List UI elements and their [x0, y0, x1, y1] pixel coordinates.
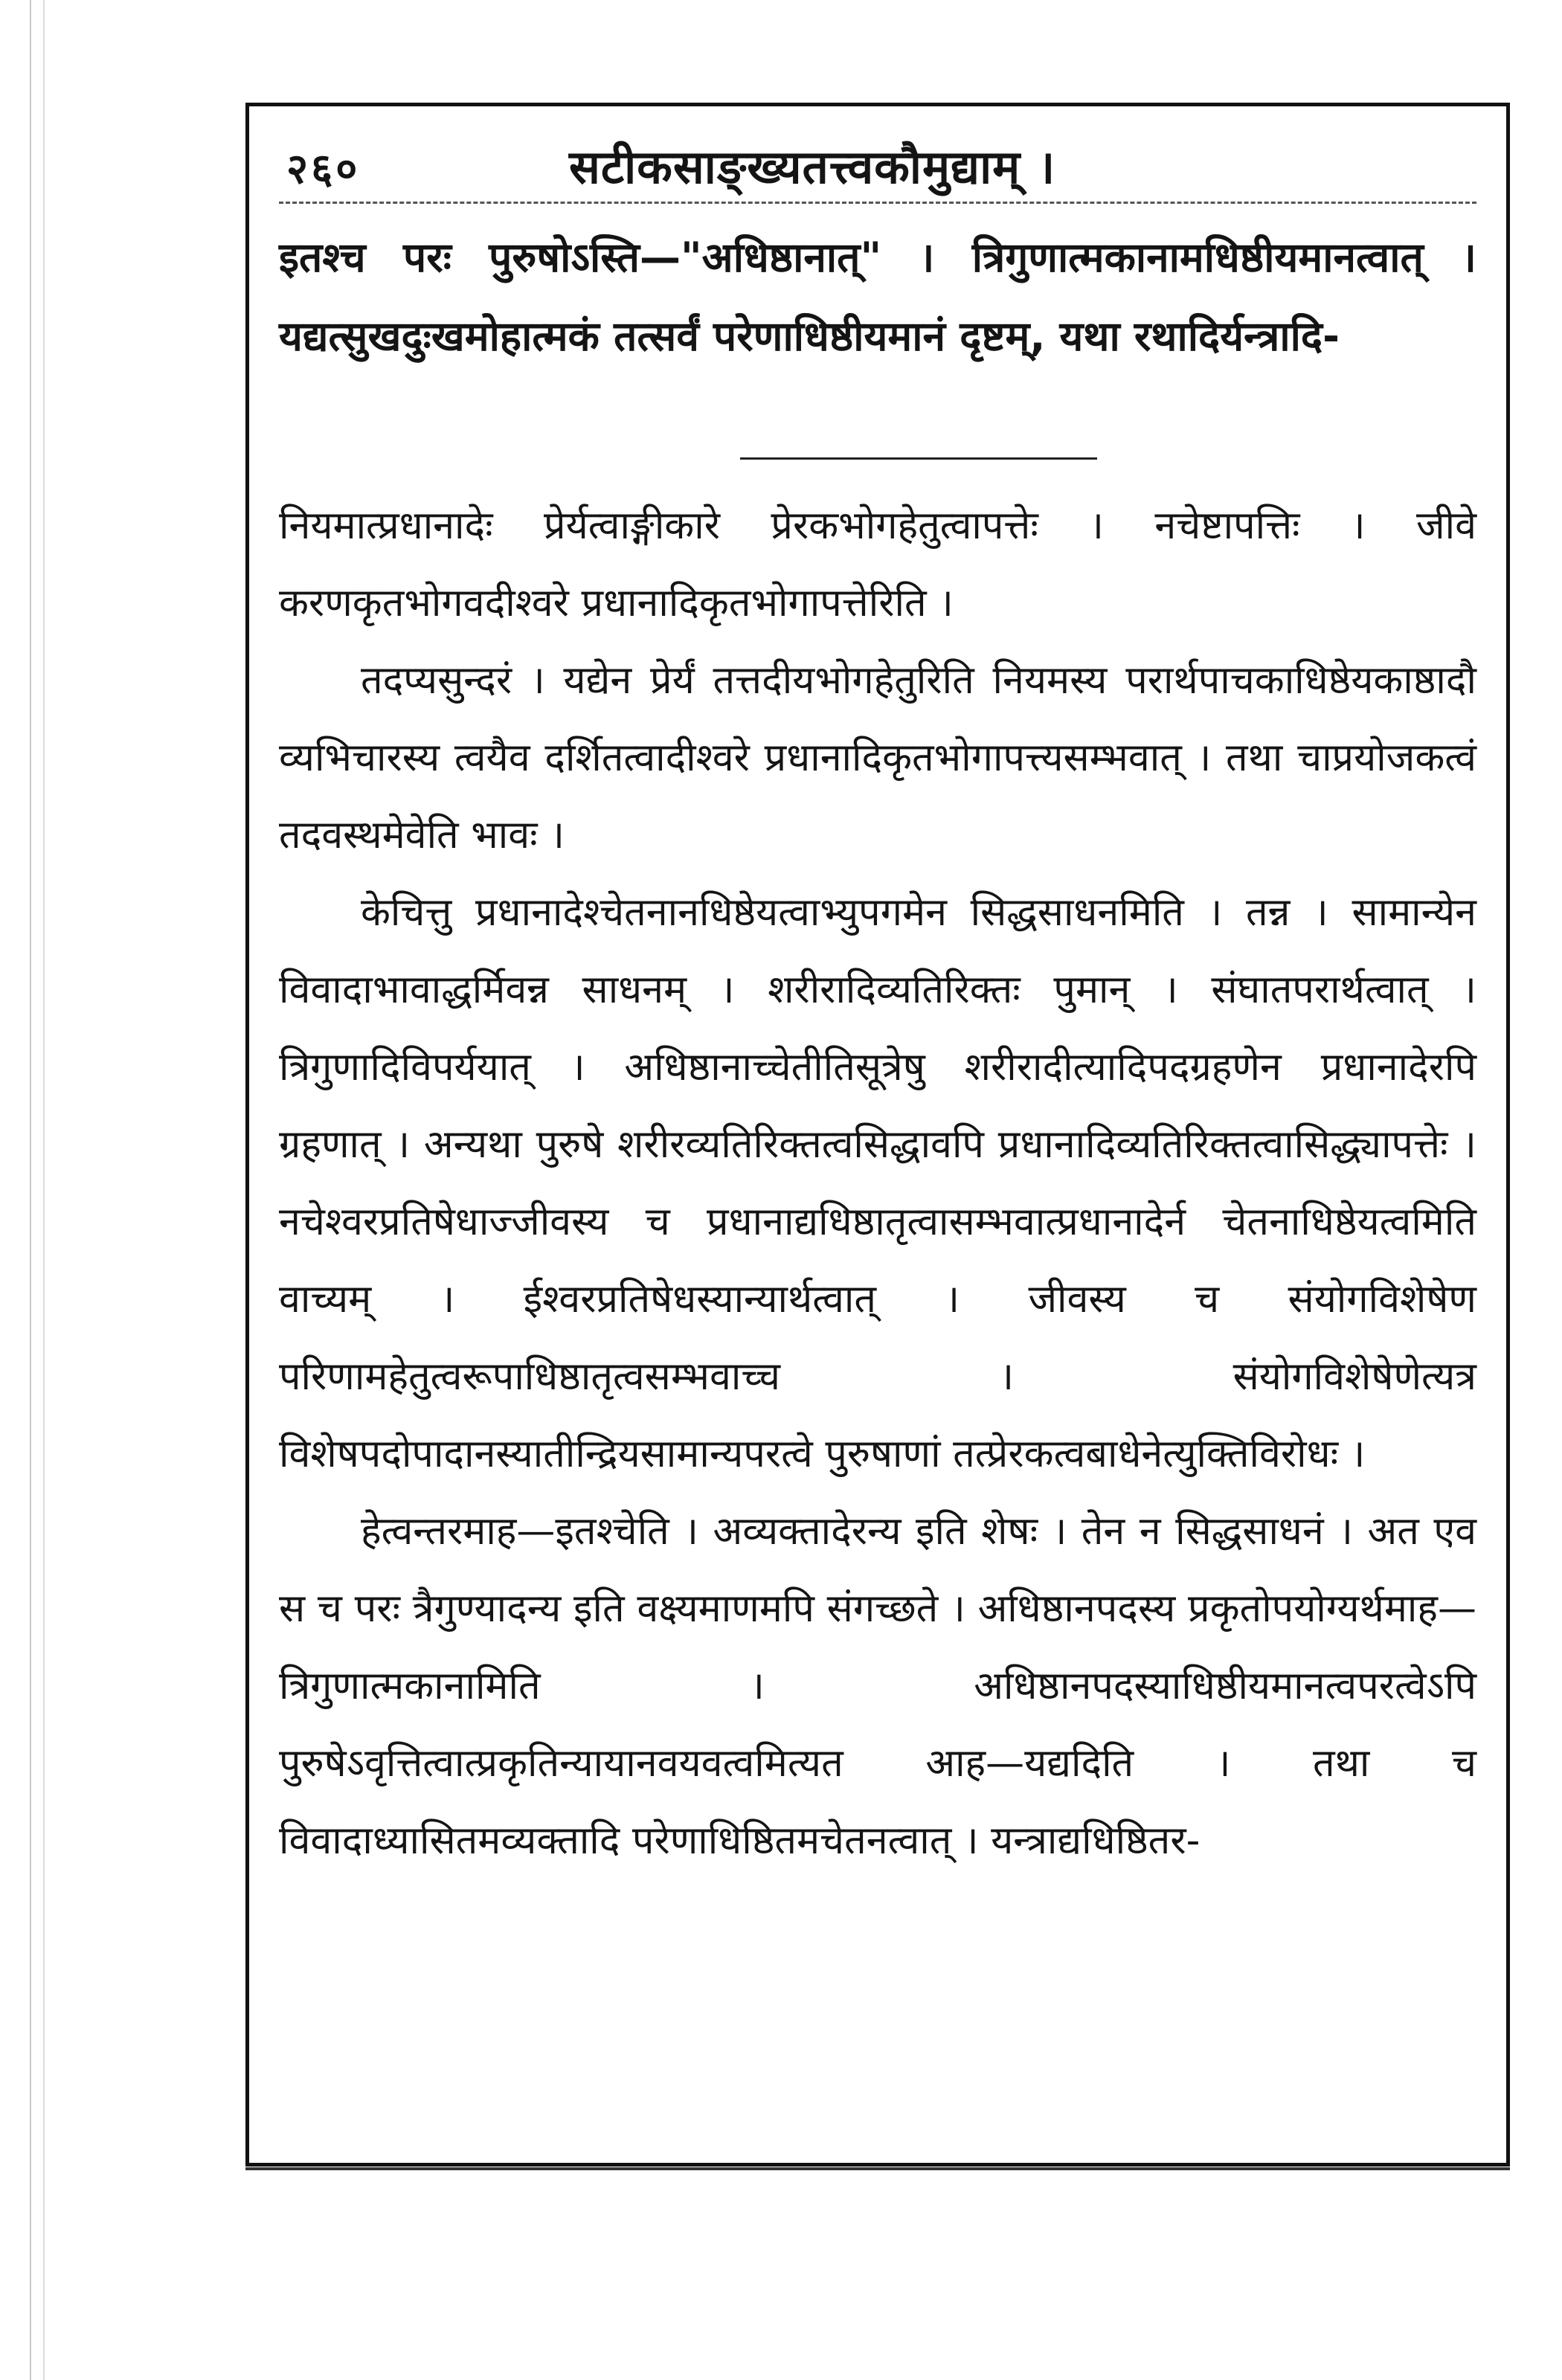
scan-artifact-line: [30, 0, 31, 2380]
bottom-divider: [245, 2167, 1510, 2170]
running-title: सटीकसाङ्ख्यतत्त्वकौमुद्याम् ।: [569, 140, 1056, 194]
commentary-paragraph: केचित्तु प्रधानादेश्चेतनानधिष्ठेयत्वाभ्युपगमेन सिद्धसाधनमिति । तन्न । सामान्येन विवादाभावाद्धर्मिवन्न साधनम् । शरीरादिव्यतिरिक्तः पुमान् । संघातपरार्थत्वात् । त्रिगुणादिविपर्ययात् । अधिष्ठानाच्चेतीतिसूत्रेषु शरीरादीत्यादिपदग्रहणेन प्रधानादेरपि ग्रहणात् । अन्यथा पुरुषे शरीरव्यतिरिक्तत्वसिद्धावपि प्रधानादिव्यतिरिक्तत्वासिद्ध्यापत्तेः । नचेश्वरप्रतिषेधाज्जीवस्य च प्रधानाद्यधिष्ठातृत्वासम्भवात्प्रधानादेर्न चेतनाधिष्ठेयत्वमिति वाच्यम् । ईश्वरप्रतिषेधस्यान्यार्थत्वात् । जीवस्य च संयोगविशेषेण परिणामहेतुत्वरूपाधिष्ठातृत्वसम्भवाच्च । संयोगविशेषेणेत्यत्र विशेषपदोपादानस्यातीन्द्रियसामान्यपरत्वे पुरुषाणां तत्प्रेरकत्वबाधेनेत्युक्तिविरोधः ।: [279, 890, 1476, 1476]
verse-text: इतश्च परः पुरुषोऽस्ति—"अधिष्ठानात्" । त्रिगुणात्मकानामधिष्ठीयमानत्वात् । यद्यत्सुखदुःखमोहात्मकं तत्सर्वं परेणाधिष्ठीयमानं दृष्टम्, यथा रथादिर्यन्त्रादि-: [279, 234, 1476, 360]
commentary: [279, 487, 1476, 1879]
scan-artifact-line: [43, 0, 45, 2380]
page-frame: [245, 103, 1510, 2167]
commentary-paragraph: नियमात्प्रधानादेः प्रेर्यत्वाङ्गीकारे प्रेरकभोगहेतुत्वापत्तेः । नचेष्टापत्तिः । जीवे करणकृतभोगवदीश्वरे प्रधानादिकृतभोगापत्तेरिति ।: [279, 504, 1476, 625]
page-number: २६०: [286, 145, 361, 193]
verse-divider: [740, 457, 1097, 460]
page-header: [286, 129, 1476, 210]
commentary-paragraph: हेत्वन्तरमाह—इतश्चेति । अव्यक्तादेरन्य इति शेषः । तेन न सिद्धसाधनं । अत एव स च परः त्रैगुण्यादन्य इति वक्ष्यमाणमपि संगच्छते । अधिष्ठानपदस्य प्रकृतोपयोग्यर्थमाह—त्रिगुणात्मकानामिति । अधिष्ठानपदस्याधिष्ठीयमानत्वपरत्वेऽपि पुरुषेऽवृत्तित्वात्प्रकृतिन्यायानवयवत्वमित्यत आह—यद्यदिति । तथा च विवादाध्यासितमव्यक्तादि परेणाधिष्ठितमचेतनत्वात् । यन्त्राद्यधिष्ठितर-: [279, 1509, 1476, 1863]
header-divider: [279, 202, 1476, 204]
commentary-paragraph: तदप्यसुन्दरं । यद्येन प्रेर्यं तत्तदीयभोगहेतुरिति नियमस्य परार्थपाचकाधिष्ठेयकाष्ठादौ व्यभिचारस्य त्वयैव दर्शितत्वादीश्वरे प्रधानादिकृतभोगापत्त्यसम्भवात् । तथा चाप्रयोजकत्वं तदवस्थमेवेति भावः ।: [279, 658, 1476, 858]
